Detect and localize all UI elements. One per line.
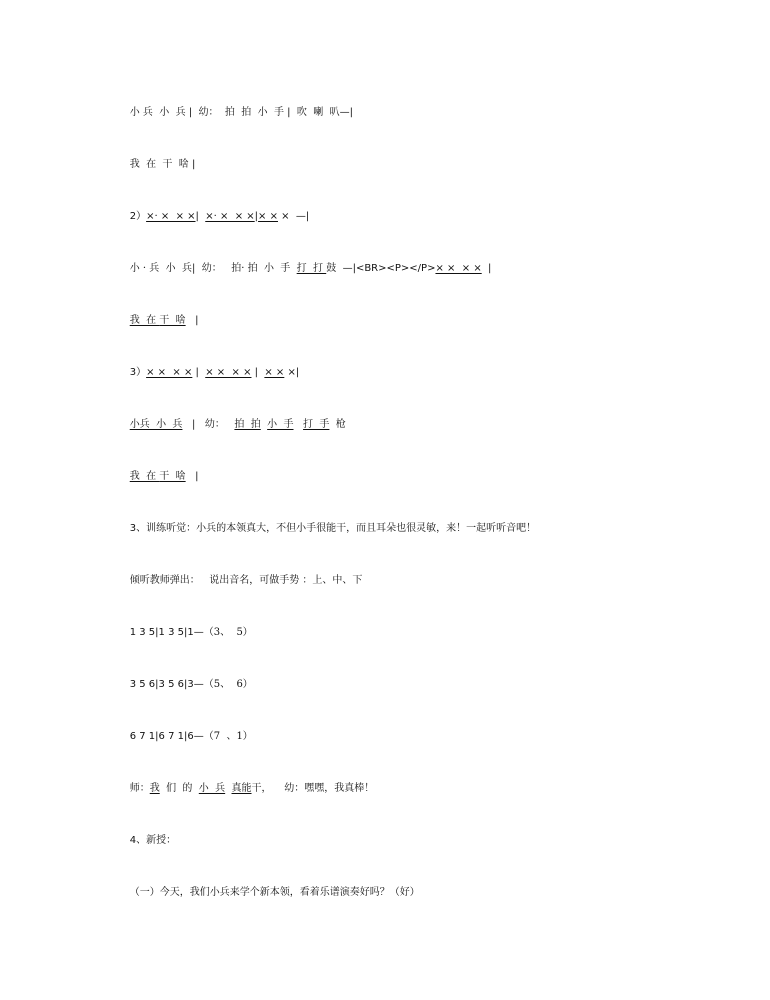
underlined-text: 打 手 — [303, 419, 330, 430]
rhythm-group: × × × × — [205, 367, 252, 378]
rhythm-line-2 — [117, 196, 309, 238]
rhythm-group: × × — [264, 367, 285, 378]
text: 吹 喇 叭 — [290, 107, 340, 118]
underlined-text: 我 — [149, 783, 160, 794]
rhythm-group: ×· × × × — [146, 211, 196, 222]
text: 小 · 兵 小 兵| 幼： 拍· 拍 小 手 — [129, 263, 297, 274]
subsection-line — [117, 872, 420, 914]
note-sequence: 3 5 6|3 5 6|3— — [129, 679, 204, 690]
barline: | — [251, 367, 265, 378]
text: 鼓 — [326, 263, 343, 274]
underlined-text: 拍 拍 — [234, 419, 261, 430]
underlined-text: 我 在 — [129, 471, 160, 482]
section-heading-4 — [117, 820, 176, 862]
lyric-line-7 — [117, 404, 346, 446]
notes-line-1 — [117, 612, 253, 654]
section-number: 3、 — [129, 523, 147, 534]
paragraph-text: 训练听觉：小兵的本领真大，不但小手很能干，而且耳朵也很灵敏，来！一起听听音吧！ — [146, 523, 537, 534]
answer-text: （3、 5） — [203, 627, 253, 638]
text: 枪 — [329, 419, 346, 430]
underlined-text: 小兵 小 兵 — [129, 419, 183, 430]
text: 幼： 拍 拍 小 手 — [192, 107, 288, 118]
barline: | — [185, 471, 199, 482]
answer-text: （7 、1） — [203, 731, 253, 742]
section-number: 3） — [129, 367, 147, 378]
barline: | — [195, 211, 206, 222]
rhythm-tail: × —| — [277, 211, 310, 222]
rhythm-line-3 — [117, 352, 299, 394]
section-number: 4、 — [129, 835, 147, 846]
barline: | — [481, 263, 492, 274]
lyric-line-4 — [117, 248, 491, 290]
note-sequence: 1 3 5|1 3 5|1— — [129, 627, 204, 638]
text: 小 兵 小 兵 — [129, 107, 189, 118]
text — [294, 419, 304, 430]
notes-line-2 — [117, 664, 253, 706]
underlined-text: 干 啥 — [159, 471, 186, 482]
notes-line-3 — [117, 716, 253, 758]
rhythm-group: × × — [258, 211, 278, 222]
paragraph-text: （一）今天，我们小兵来学个新本领，看着乐谱演奏好吗？（好） — [129, 887, 420, 898]
lyric-line-1 — [117, 92, 353, 134]
raw-markup-text: —|<BR><P></P> — [342, 263, 436, 274]
section-number: 2） — [129, 211, 147, 222]
barline: | — [185, 315, 199, 326]
rhythm-group: × × × × — [435, 263, 482, 274]
lyric-line-5 — [117, 300, 199, 342]
barline: | — [192, 367, 206, 378]
paragraph-text: 倾听教师弹出： 说出音名，可做手势 ：上、中、下 — [129, 575, 363, 586]
lyric-line-2 — [117, 144, 195, 186]
barline: | — [188, 107, 193, 118]
lyric-line-8 — [117, 456, 199, 498]
barline: | — [191, 159, 196, 170]
underlined-text: 小 兵 — [198, 783, 226, 794]
text: | 幼： — [182, 419, 235, 430]
underlined-text: 我 在 — [129, 315, 160, 326]
instruction-line — [117, 560, 362, 602]
text: 们 的 — [159, 783, 199, 794]
text: 师： — [129, 783, 150, 794]
answer-text: （5、 6） — [203, 679, 253, 690]
rhythm-group: × × × × — [146, 367, 193, 378]
dialogue-line — [117, 768, 374, 810]
note-sequence: 6 7 1|6 7 1|6— — [129, 731, 204, 742]
underlined-text: 干 啥 — [159, 315, 186, 326]
underlined-text: 打 打 — [296, 263, 327, 274]
underlined-text: 小 手 — [267, 419, 294, 430]
section-heading-3 — [117, 508, 536, 550]
barline: | — [287, 107, 291, 118]
barline: | — [254, 211, 259, 222]
heading-text: 新授： — [146, 835, 177, 846]
barline: —| — [339, 107, 353, 118]
underlined-text: 真能 — [231, 783, 252, 794]
text: 我 在 干 啥 — [129, 159, 192, 170]
rhythm-group: ×· × × × — [205, 211, 255, 222]
rhythm-tail: ×| — [284, 367, 300, 378]
text: 干， 幼：嘿嘿，我真棒！ — [251, 783, 375, 794]
